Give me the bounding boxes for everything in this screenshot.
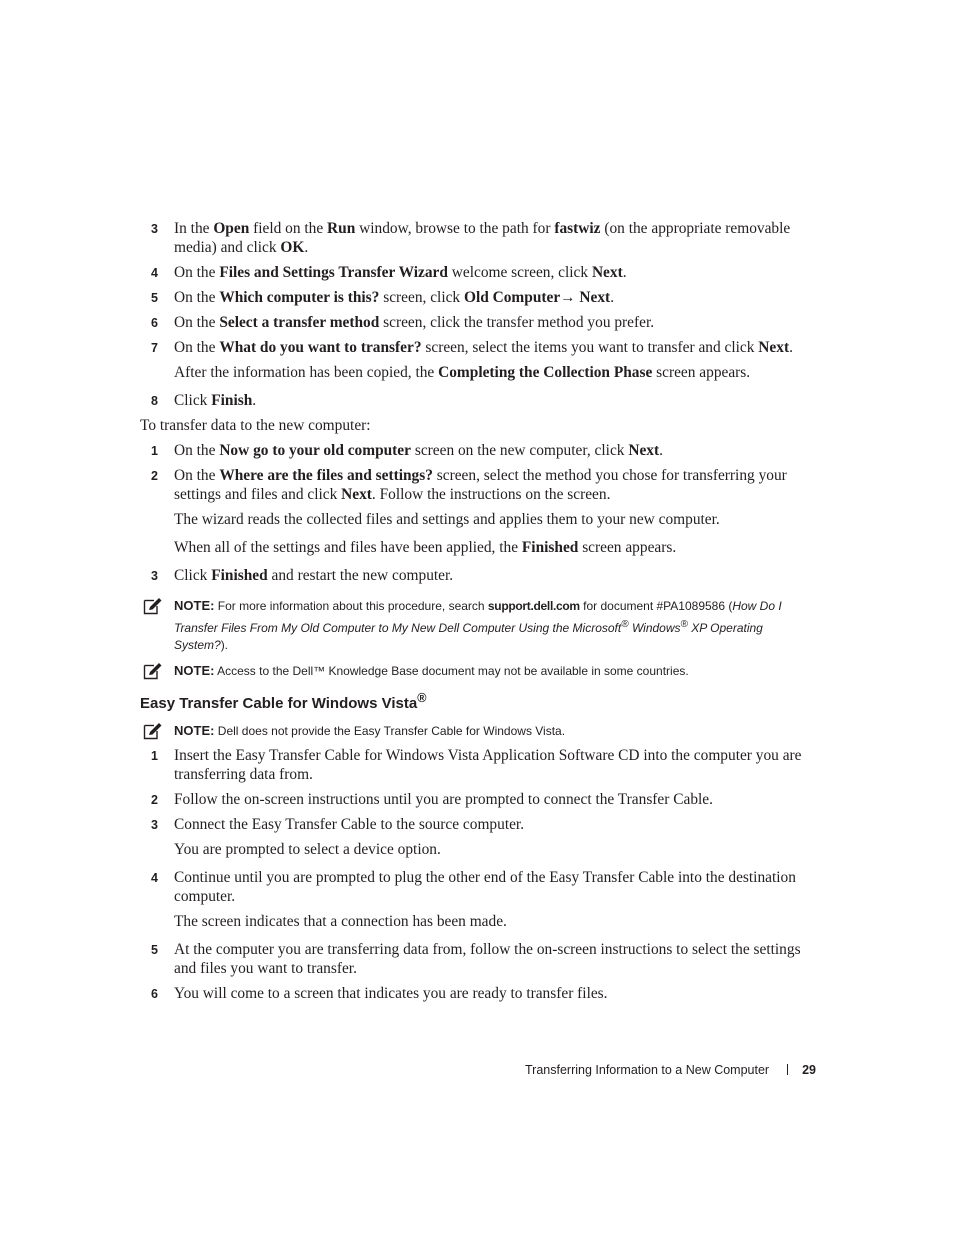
- cable-step-6: 6 You will come to a screen that indicates you are ready to transfer files.: [151, 984, 608, 1002]
- pencil-note-icon: [143, 597, 163, 615]
- support-link[interactable]: support.dell.com: [487, 599, 580, 613]
- step-number: 4: [151, 266, 158, 280]
- step-number: 4: [151, 870, 158, 885]
- step-number: 5: [151, 942, 158, 957]
- arrow-icon: →: [560, 289, 576, 306]
- page-footer: [380, 1061, 816, 1079]
- note-knowledge-base: NOTE: Access to the Dell™ Knowledge Base document may not be available in some countries.: [140, 662, 816, 681]
- cable-step-2: 2 Follow the on-screen instructions until you are prompted to connect the Transfer Cable.: [151, 790, 713, 808]
- pencil-note-icon: [143, 662, 163, 680]
- new-step-1: 1 On the Now go to your old computer screen on the new computer, click Next.: [151, 442, 663, 459]
- step-number: 6: [151, 316, 158, 330]
- step-number: 3: [151, 817, 158, 832]
- step-number: 1: [151, 748, 158, 763]
- note-more-information: NOTE: For more information about this procedure, search support.dell.com for document #PA1089586 (How Do I Transfer Files From My Old Computer to My New Dell Computer Using the Microsoft® Windows® XP Operating System?).: [140, 597, 816, 655]
- new-step-2-result: When all of the settings and files have been applied, the Finished screen appears.: [174, 539, 677, 556]
- pencil-note-icon: [143, 722, 163, 740]
- step-4-welcome: 4 On the Files and Settings Transfer Wizard welcome screen, click Next.: [151, 264, 627, 281]
- step-7-what-to-transfer: 7 On the What do you want to transfer? screen, select the items you want to transfer and click Next.: [151, 339, 793, 356]
- cable-step-4-result: The screen indicates that a connection has been made.: [174, 912, 507, 930]
- section-heading: Easy Transfer Cable for Windows Vista®: [140, 691, 427, 712]
- step-number: 2: [151, 792, 158, 807]
- note-easy-transfer-cable: NOTE: Dell does not provide the Easy Transfer Cable for Windows Vista.: [140, 722, 816, 741]
- new-step-3: 3 Click Finished and restart the new computer.: [151, 567, 454, 584]
- page-content: [140, 219, 816, 1009]
- cable-step-3-result: You are prompted to select a device option.: [174, 840, 441, 858]
- footer-title: Transferring Information to a New Computer: [525, 1063, 770, 1077]
- cable-step-3: 3 Connect the Easy Transfer Cable to the source computer.: [151, 815, 525, 833]
- new-step-2-detail: The wizard reads the collected files and settings and applies them to your new computer.: [174, 511, 720, 528]
- step-number: 8: [151, 394, 158, 408]
- cable-step-1: 1 Insert the Easy Transfer Cable for Windows Vista Application Software CD into the computer you are transferring data from.: [151, 746, 802, 783]
- step-number: 3: [151, 569, 158, 583]
- step-7-result: After the information has been copied, the Completing the Collection Phase screen appears.: [174, 364, 751, 381]
- step-3-open-fastwiz: 3 In the Open field on the Run window, browse to the path for fastwiz (on the appropriate removable media) and click OK.: [151, 220, 791, 256]
- cable-step-4: 4 Continue until you are prompted to plug the other end of the Easy Transfer Cable into the destination computer.: [151, 868, 796, 905]
- step-6-transfer-method: 6 On the Select a transfer method screen, click the transfer method you prefer.: [151, 314, 655, 331]
- step-number: 3: [151, 222, 158, 236]
- step-number: 1: [151, 444, 158, 458]
- footer-divider: [787, 1064, 788, 1075]
- step-number: 2: [151, 469, 158, 483]
- step-8-finish: 8 Click Finish.: [151, 392, 257, 409]
- intro-new-computer: To transfer data to the new computer:: [140, 417, 371, 434]
- step-number: 7: [151, 341, 158, 355]
- new-step-2: 2 On the Where are the files and settings? screen, select the method you chose for transferring your settings and files and click Next. Follow the instructions on the screen.: [151, 467, 787, 503]
- cable-step-5: 5 At the computer you are transferring data from, follow the on-screen instructions to select the settings and files you want to transfer.: [151, 940, 801, 977]
- step-number: 5: [151, 291, 158, 305]
- step-number: 6: [151, 986, 158, 1001]
- page-number: 29: [802, 1063, 816, 1077]
- step-5-which-computer: 5 On the Which computer is this? screen, click Old Computer→ Next.: [151, 289, 615, 306]
